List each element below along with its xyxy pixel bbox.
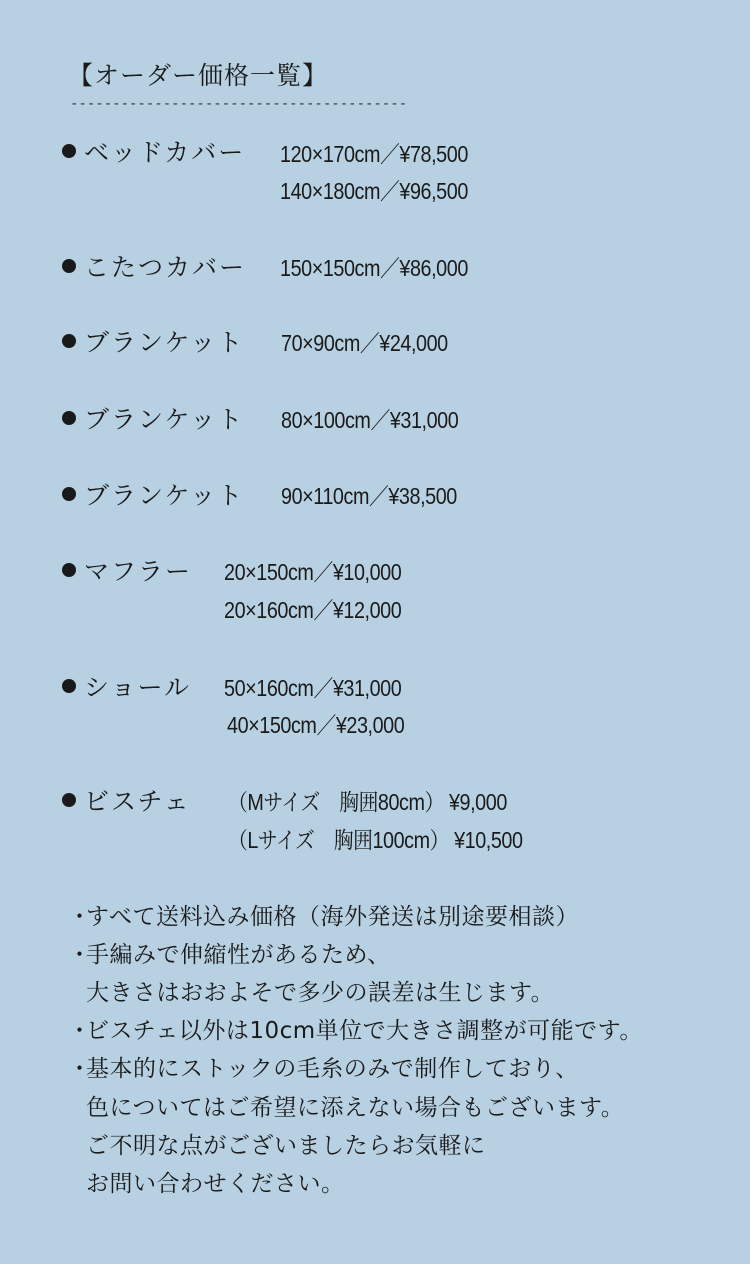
price-line: 20×160cm／¥12,000 <box>224 597 402 623</box>
price-line: 140×180cm／¥96,500 <box>280 178 468 204</box>
item-name-blanket: ブランケット <box>62 400 244 436</box>
price-line: （Lサイズ 胸囲100cm） ¥10,500 <box>228 827 523 853</box>
price-line: 70×90cm／¥24,000 <box>281 330 448 356</box>
bullet-icon <box>62 679 76 693</box>
note-item: ・基本的にストックの毛糸のみで制作しており、 <box>68 1056 579 1082</box>
bullet-icon <box>62 144 76 158</box>
item-name-bed-cover: ベッドカバー <box>62 133 245 169</box>
item-name-bustier: ビスチェ <box>62 782 191 818</box>
note-continuation: 色についてはご希望に添えない場合もございます。 <box>86 1095 625 1121</box>
bullet-icon <box>62 793 76 807</box>
item-name-muffler: マフラー <box>62 552 192 588</box>
price-line: 50×160cm／¥31,000 <box>224 675 402 701</box>
note-item: ・ビスチェ以外は10cm単位で大きさ調整が可能です。 <box>68 1018 643 1044</box>
price-line: （Mサイズ 胸囲80cm） ¥9,000 <box>228 789 507 815</box>
bullet-icon <box>62 411 76 425</box>
item-name-shawl: ショール <box>62 668 191 704</box>
note-continuation: 大きさはおおよそで多少の誤差は生じます。 <box>86 980 555 1006</box>
note-continuation: お問い合わせください。 <box>86 1171 345 1197</box>
bullet-icon <box>62 334 76 348</box>
price-line: 80×100cm／¥31,000 <box>281 407 459 433</box>
price-line: 120×170cm／¥78,500 <box>280 141 468 167</box>
bullet-icon <box>62 259 76 273</box>
note-continuation: ご不明な点がございましたらお気軽に <box>86 1133 486 1159</box>
page-title: 【オーダー価格一覧】 <box>68 61 329 90</box>
separator-line: ---------------------------------------- <box>70 96 408 112</box>
price-line: 20×150cm／¥10,000 <box>224 559 402 585</box>
note-item: ・すべて送料込み価格（海外発送は別途要相談） <box>68 904 580 930</box>
price-line: 150×150cm／¥86,000 <box>280 255 468 281</box>
note-item: ・手編みで伸縮性があるため、 <box>68 942 391 968</box>
bullet-icon <box>62 487 76 501</box>
price-line: 90×110cm／¥38,500 <box>281 483 457 509</box>
item-name-blanket: ブランケット <box>62 323 244 359</box>
price-line: 40×150cm／¥23,000 <box>227 712 405 738</box>
item-name-blanket: ブランケット <box>62 476 244 512</box>
bullet-icon <box>62 563 76 577</box>
item-name-kotatsu-cover: こたつカバー <box>62 248 246 284</box>
